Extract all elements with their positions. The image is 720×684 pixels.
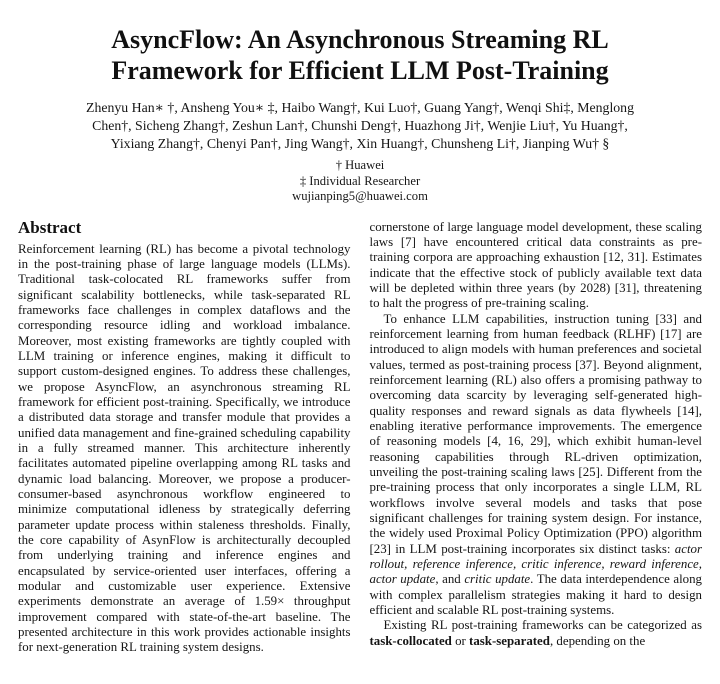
right-column xyxy=(370,218,703,650)
affiliation-huawei: † Huawei xyxy=(335,158,385,172)
author-line-3: Yixiang Zhang†, Chenyi Pan†, Jing Wang†, Xin Huang†, Chunsheng Li†, Jianping Wu† § xyxy=(110,136,610,151)
left-column xyxy=(18,218,351,656)
author-list xyxy=(0,99,720,153)
affiliations xyxy=(0,158,720,205)
intro-paragraph-continuation: cornerstone of large language model development, these scaling laws [7] have encountered critical data constraints as pre-training corpora are approaching exhaustion [12, 31]. Estimates indicate that the effective stock of publicly available text data will be depleted within three years (by 2028) [31], threatening to halt the progress of pre-training scaling. xyxy=(369,219,702,311)
abstract-paragraph: Reinforcement learning (RL) has become a pivotal technology in the post-training phase of large language models (LLMs). Traditional task-colocated RL frameworks suffer from significant scalability bottlenecks, while task-separated RL frameworks face challenges in complex dataflows and the corresponding resource idling and workload imbalance. Moreover, most existing frameworks are tightly coupled with LLM training or inference engines, making it difficult to support custom-designed engines. To address these challenges, we propose AsyncFlow, an asynchronous streaming RL framework for efficient post-training. Specifically, we introduce a distributed data storage and transfer module that provides a unified data management and fine-grained scheduling capability in a fully streamed manner. This architecture inherently facilitates automated pipeline overlapping among RL tasks and dynamic load balancing. Moreover, we propose a producer-consumer-based asynchronous workflow engineered to minimize computational idleness by strategically deferring parameter update process within staleness thresholds. Finally, the core capability of AsynFlow is architecturally decoupled from underlying training and inference engines and encapsulated by service-oriented user interfaces, offering a modular and customizable user experience. Extensive experiments demonstrate an average of 1.59× throughput improvement compared with state-of-the-art baseline. The presented architecture in this work provides actionable insights for next-generation RL training system designs. xyxy=(18,241,351,655)
paper-title-line-2: Framework for Efficient LLM Post-Training xyxy=(111,56,609,85)
contact-email: wujianping5@huawei.com xyxy=(292,189,428,203)
author-line-2: Chen†, Sicheng Zhang†, Zeshun Lan†, Chunshi Deng†, Huazhong Ji†, Wenjie Liu†, Yu Huang†, xyxy=(92,118,628,133)
paper-header xyxy=(0,24,720,205)
author-line-1: Zhenyu Han∗ †, Ansheng You∗ ‡, Haibo Wang†, Kui Luo†, Guang Yang†, Wenqi Shi‡, Menglong xyxy=(86,100,634,115)
two-column-body xyxy=(0,218,720,656)
paper-title-line-1: AsyncFlow: An Asynchronous Streaming RL xyxy=(111,25,609,54)
abstract-heading: Abstract xyxy=(18,217,82,237)
intro-paragraph-frameworks: Existing RL post-training frameworks can be categorized as task-collocated or task-separated, depending on the xyxy=(369,618,702,648)
affiliation-individual-researcher: ‡ Individual Researcher xyxy=(299,173,421,188)
intro-paragraph-post-training: To enhance LLM capabilities, instruction tuning [33] and reinforcement learning from human feedback (RLHF) [17] are introduced to align models with human preferences and societal values, termed as post-training process [37]. Beyond alignment, reinforcement learning (RL) also offers a promising pathway to overcoming data scarcity by leveraging self-generated high-quality responses and reward signals as data flywheels [14], enabling iterative performance improvements. The emergence of reasoning models [4, 16, 29], which exhibit human-level reasoning capabilities through RL-driven optimization, unveiling the post-training scaling laws [25]. Different from the pre-training process that only incorporates a single LLM, RL workflows involve several models and tasks that pose significant challenges for training system design. For instance, the widely used Proximal Policy Optimization (PPO) algorithm [23] in LLM post-training incorporates six distinct tasks: actor rollout, reference inference, critic inference, reward inference, actor update, and critic update. The data interdependence along with complex parallelism strategies making it hard to design efficient and scalable RL post-training systems. xyxy=(369,311,702,618)
paper-title xyxy=(30,24,690,86)
